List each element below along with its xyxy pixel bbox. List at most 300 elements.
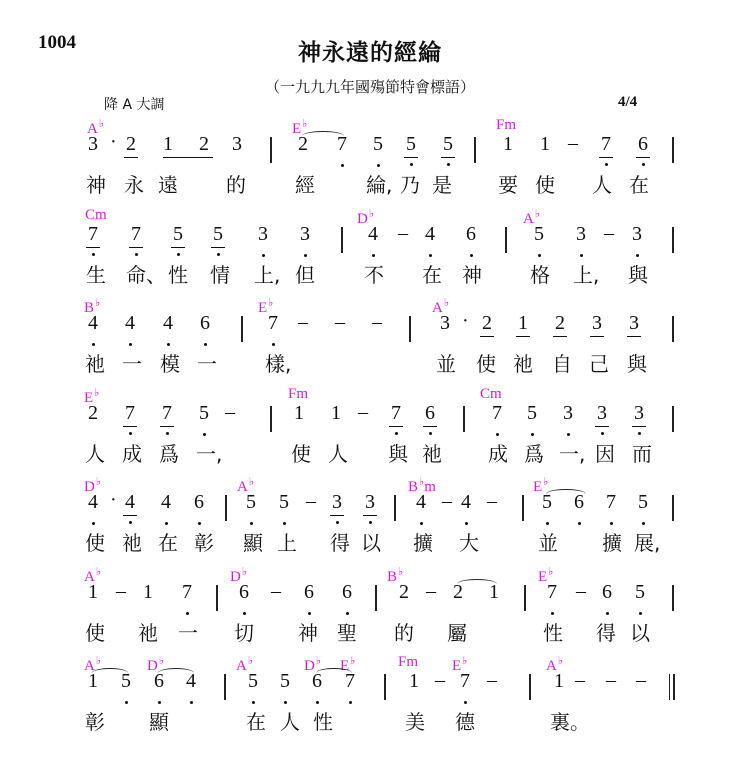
bar-line: [474, 137, 476, 163]
lyric-char: 一,: [559, 442, 586, 466]
note: 3: [561, 402, 575, 425]
note: 1: [516, 312, 530, 335]
lyric-char: 一: [178, 621, 198, 645]
augmentation-dot: ·: [110, 489, 117, 511]
note: 6: [600, 581, 614, 604]
note: 7: [343, 670, 357, 693]
bar-line: [270, 137, 272, 163]
lower-octave-dot: [465, 522, 468, 525]
lyric-char: 彰: [194, 531, 214, 555]
lower-octave-dot: [606, 612, 609, 615]
note: 7: [604, 491, 618, 514]
note: 6: [310, 670, 324, 693]
extension-dash: –: [271, 580, 281, 602]
underline-beam: [632, 426, 646, 427]
lyric-char: 因: [595, 442, 615, 466]
lyric-char: 擴: [602, 531, 622, 555]
extension-dash: –: [487, 669, 497, 691]
lower-octave-dot: [642, 522, 645, 525]
lyric-char: 乃: [400, 173, 420, 197]
lower-octave-dot: [125, 701, 128, 704]
tie-slur: [316, 668, 352, 678]
underline-beam: [124, 157, 138, 158]
lower-octave-dot: [283, 522, 286, 525]
note: 5: [636, 491, 650, 514]
extension-dash: –: [358, 401, 368, 423]
bar-line: [216, 585, 218, 611]
lower-octave-dot: [369, 521, 372, 524]
lyric-char: 神: [298, 621, 318, 645]
lyric-char: 不: [364, 263, 384, 287]
note: 7: [129, 223, 143, 246]
lower-octave-dot: [243, 612, 246, 615]
lyric-char: 與: [628, 263, 648, 287]
note: 6: [192, 491, 206, 514]
underline-beam: [404, 157, 418, 158]
chord-symbol: E♭: [533, 476, 549, 495]
lower-octave-dot: [636, 254, 639, 257]
lower-octave-dot: [129, 521, 132, 524]
augmentation-dot: ·: [110, 131, 117, 153]
note: 5: [404, 133, 418, 156]
note: 3: [574, 223, 588, 246]
bar-line: [224, 674, 226, 700]
lyric-char: 上,: [573, 263, 600, 287]
bar-line: [341, 227, 343, 253]
chord-symbol: A♭: [237, 476, 255, 495]
underline-beam: [441, 157, 455, 158]
lyric-char: 性: [313, 710, 333, 734]
lower-octave-dot: [420, 522, 423, 525]
beam: [163, 157, 213, 158]
underline-beam: [636, 157, 650, 158]
lyric-char: 己: [589, 352, 609, 376]
note: 3: [232, 133, 242, 155]
lower-octave-dot: [429, 254, 432, 257]
bar-line: [672, 585, 674, 611]
lyric-char: 得: [330, 531, 350, 555]
lyric-char: 一: [122, 352, 142, 376]
lower-octave-dot: [642, 163, 645, 166]
tie-slur: [302, 131, 344, 141]
underline-beam: [171, 247, 185, 248]
lower-octave-dot: [610, 522, 613, 525]
chord-symbol: Fm: [398, 654, 419, 670]
chord-symbol: Fm: [496, 117, 517, 133]
bar-line: [241, 316, 243, 342]
lyric-char: 使: [85, 621, 105, 645]
extension-dash: –: [568, 132, 578, 154]
chord-symbol: E♭: [84, 387, 100, 406]
lyric-char: 裏。: [550, 710, 590, 734]
chord-symbol: Cm: [480, 386, 502, 402]
lyric-char: 一: [197, 352, 217, 376]
note: 6: [464, 223, 478, 246]
note: 5: [278, 670, 292, 693]
note: 3: [298, 223, 312, 246]
extension-dash: –: [372, 311, 382, 333]
bar-line: [529, 674, 531, 700]
lyric-char: 爲: [159, 442, 179, 466]
chord-symbol: Fm: [288, 386, 309, 402]
lyric-char: 與: [388, 442, 408, 466]
lyric-char: 使: [85, 531, 105, 555]
note: 5: [211, 223, 225, 246]
note: 2: [453, 581, 463, 603]
lyric-char: 爲: [524, 442, 544, 466]
lower-octave-dot: [578, 522, 581, 525]
underline-beam: [627, 336, 641, 337]
underline-beam: [599, 157, 613, 158]
chord-symbol: E♭: [292, 118, 308, 137]
lower-octave-dot: [166, 432, 169, 435]
chord-symbol: D♭: [304, 655, 322, 674]
lyric-char: 展,: [634, 531, 661, 555]
lyric-char: 樣,: [265, 352, 292, 376]
lower-octave-dot: [638, 432, 641, 435]
note: 1: [88, 581, 98, 603]
extension-dash: –: [606, 669, 616, 691]
bar-line: [225, 495, 227, 521]
hymn-number: 1004: [38, 32, 76, 53]
chord-symbol: Cm: [85, 207, 107, 223]
note: 6: [152, 670, 166, 693]
note: 3: [440, 312, 450, 334]
note: 5: [119, 670, 133, 693]
lyric-char: 但: [295, 263, 315, 287]
lyric-char: 切: [234, 621, 254, 645]
lyric-char: 要: [498, 173, 518, 197]
underline-beam: [516, 336, 530, 337]
lyric-char: 神: [86, 173, 106, 197]
chord-symbol: E♭: [340, 655, 356, 674]
note: 7: [160, 402, 174, 425]
lyric-char: 在: [158, 531, 178, 555]
chord-symbol: D♭: [147, 655, 165, 674]
bar-line: [524, 585, 526, 611]
note: 4: [366, 223, 380, 246]
extension-dash: –: [487, 490, 497, 512]
lyric-char: 神: [462, 263, 482, 287]
note: 4: [459, 491, 473, 514]
lower-octave-dot: [177, 253, 180, 256]
bar-line: [409, 316, 411, 342]
extension-dash: –: [426, 580, 436, 602]
lower-octave-dot: [349, 701, 352, 704]
bar-line: [672, 316, 674, 342]
chord-symbol: A♭: [523, 208, 541, 227]
lyric-char: 命、: [126, 263, 166, 287]
lower-octave-dot: [372, 254, 375, 257]
augmentation-dot: ·: [462, 310, 469, 332]
lower-octave-dot: [410, 163, 413, 166]
bar-line: [505, 227, 507, 253]
lyric-char: 人: [592, 173, 612, 197]
note: 3: [630, 223, 644, 246]
lyric-char: 祂: [422, 442, 442, 466]
note: 6: [302, 581, 316, 604]
note: 3: [627, 312, 641, 335]
extension-dash: –: [335, 311, 345, 333]
final-double-bar: [669, 674, 675, 700]
lyric-char: 的: [226, 173, 246, 197]
lower-octave-dot: [167, 343, 170, 346]
note: 4: [423, 223, 437, 246]
lower-octave-dot: [284, 701, 287, 704]
lower-octave-dot: [316, 701, 319, 704]
note: 3: [632, 402, 646, 425]
bar-line: [672, 137, 674, 163]
lyric-char: 一,: [196, 442, 223, 466]
lyric-char: 情: [210, 263, 230, 287]
lyric-char: 永: [124, 173, 144, 197]
bar-line: [463, 406, 465, 432]
lower-octave-dot: [272, 343, 275, 346]
lower-octave-dot: [129, 343, 132, 346]
note: 2: [298, 133, 308, 155]
note: 1: [294, 402, 304, 424]
score-line-1: [0, 117, 740, 207]
note: 3: [363, 491, 377, 514]
note: 5: [441, 133, 455, 156]
note: 3: [256, 223, 270, 246]
lyric-char: 在: [629, 173, 649, 197]
note: 2: [553, 312, 567, 335]
lower-octave-dot: [395, 432, 398, 435]
underline-beam: [86, 247, 100, 248]
note: 1: [540, 133, 550, 155]
lyric-char: 使: [476, 352, 496, 376]
chord-symbol: A♭: [84, 655, 102, 674]
lyric-char: 顯: [149, 710, 169, 734]
note: 7: [180, 581, 194, 604]
lyric-char: 格: [530, 263, 550, 287]
lower-octave-dot: [92, 522, 95, 525]
lower-octave-dot: [531, 433, 534, 436]
chord-symbol: A♭: [87, 118, 105, 137]
lower-octave-dot: [92, 253, 95, 256]
lower-octave-dot: [129, 432, 132, 435]
score-line-7: [0, 654, 740, 744]
key-signature: 降 A 大調: [104, 97, 165, 113]
note: 1: [163, 133, 173, 155]
note: 5: [244, 491, 258, 514]
lyric-char: 與: [627, 352, 647, 376]
lyric-char: 顯: [243, 531, 263, 555]
bar-line: [672, 406, 674, 432]
lower-octave-dot: [158, 701, 161, 704]
lower-octave-dot: [464, 701, 467, 704]
lyric-char: 性: [543, 621, 563, 645]
note: 4: [184, 670, 198, 693]
extension-dash: –: [298, 311, 308, 333]
note: 5: [197, 402, 211, 425]
lyric-char: 得: [596, 621, 616, 645]
note: 5: [540, 491, 554, 514]
lower-octave-dot: [639, 612, 642, 615]
lyric-char: 上,: [254, 263, 281, 287]
note: 5: [525, 402, 539, 425]
underline-beam: [363, 515, 377, 516]
lower-octave-dot: [580, 254, 583, 257]
lyric-char: 是: [432, 173, 452, 197]
lower-octave-dot: [92, 343, 95, 346]
time-signature: 4/4: [618, 94, 638, 110]
lyric-char: 人: [328, 442, 348, 466]
chord-symbol: A♭: [84, 566, 102, 585]
note: 5: [633, 581, 647, 604]
lyric-char: 彰: [85, 710, 105, 734]
lyric-char: 大: [459, 531, 479, 555]
extension-dash: –: [575, 669, 585, 691]
lower-octave-dot: [204, 343, 207, 346]
lyric-char: 人: [280, 710, 300, 734]
bar-line: [375, 585, 377, 611]
note: 5: [532, 223, 546, 246]
lower-octave-dot: [346, 612, 349, 615]
chord-symbol: D♭: [230, 566, 248, 585]
lower-octave-dot: [252, 701, 255, 704]
note: 1: [489, 581, 499, 603]
extension-dash: –: [398, 222, 408, 244]
lower-octave-dot: [262, 254, 265, 257]
bar-line: [394, 495, 396, 521]
underline-beam: [423, 426, 437, 427]
lyric-char: 祂: [138, 621, 158, 645]
note: 7: [266, 312, 280, 335]
note: 1: [88, 670, 98, 692]
lyric-char: 在: [422, 263, 442, 287]
score-line-4: [0, 386, 740, 476]
note: 2: [124, 133, 138, 156]
note: 7: [123, 402, 137, 425]
note: 6: [237, 581, 251, 604]
hymn-subtitle: （一九九九年國殤節特會標語）: [264, 78, 475, 96]
lower-octave-dot: [538, 254, 541, 257]
lower-octave-dot: [470, 254, 473, 257]
underline-beam: [160, 426, 174, 427]
extension-dash: –: [636, 669, 646, 691]
note: 4: [86, 491, 100, 514]
note: 6: [572, 491, 586, 514]
underline-beam: [129, 247, 143, 248]
note: 3: [88, 133, 98, 155]
extension-dash: –: [306, 490, 316, 512]
underline-beam: [590, 336, 604, 337]
note: 1: [503, 133, 513, 155]
note: 4: [123, 491, 137, 514]
lyric-char: 的: [394, 621, 414, 645]
lower-octave-dot: [135, 253, 138, 256]
lyric-char: 生: [86, 263, 106, 287]
lyric-char: 屬: [447, 621, 467, 645]
bar-line: [522, 495, 524, 521]
note: 7: [599, 133, 613, 156]
bar-line: [672, 495, 674, 521]
lower-octave-dot: [190, 701, 193, 704]
note: 7: [458, 670, 472, 693]
bar-line: [384, 674, 386, 700]
note: 5: [171, 223, 185, 246]
chord-symbol: A♭: [236, 655, 254, 674]
extension-dash: –: [116, 580, 126, 602]
lower-octave-dot: [496, 433, 499, 436]
extension-dash: –: [442, 490, 452, 512]
lower-octave-dot: [341, 164, 344, 167]
note: 2: [480, 312, 494, 335]
chord-symbol: E♭: [258, 297, 274, 316]
chord-symbol: A♭: [432, 297, 450, 316]
note: 2: [199, 133, 209, 155]
lyric-char: 經: [295, 173, 315, 197]
lyric-char: 擴: [413, 531, 433, 555]
score-line-2: [0, 207, 740, 297]
lower-octave-dot: [250, 522, 253, 525]
lyric-char: 性: [168, 263, 188, 287]
extension-dash: –: [435, 669, 445, 691]
note: 1: [143, 581, 153, 603]
lyric-char: 美: [405, 710, 425, 734]
score-line-6: [0, 565, 740, 655]
lyric-char: 在: [246, 710, 266, 734]
underline-beam: [123, 515, 137, 516]
note: 3: [595, 402, 609, 425]
lower-octave-dot: [203, 433, 206, 436]
lower-octave-dot: [601, 432, 604, 435]
bar-line: [672, 227, 674, 253]
lyric-char: 使: [291, 442, 311, 466]
lyric-char: 德: [455, 710, 475, 734]
score-line-3: [0, 296, 740, 386]
chord-symbol: B♭m: [408, 476, 436, 495]
note: 5: [246, 670, 260, 693]
underline-beam: [123, 426, 137, 427]
note: 5: [371, 133, 385, 156]
lower-octave-dot: [377, 164, 380, 167]
lower-octave-dot: [429, 432, 432, 435]
chord-symbol: B♭: [387, 566, 404, 585]
note: 4: [414, 491, 428, 514]
lower-octave-dot: [304, 254, 307, 257]
lower-octave-dot: [186, 612, 189, 615]
note: 1: [331, 402, 341, 424]
underline-beam: [553, 336, 567, 337]
lyric-char: 上: [277, 531, 297, 555]
underline-beam: [480, 336, 494, 337]
note: 4: [159, 491, 173, 514]
lower-octave-dot: [217, 253, 220, 256]
note: 2: [88, 402, 98, 424]
underline-beam: [211, 247, 225, 248]
lyric-char: 祂: [85, 352, 105, 376]
lower-octave-dot: [308, 612, 311, 615]
chord-symbol: E♭: [452, 655, 468, 674]
underline-beam: [330, 515, 344, 516]
note: 7: [389, 402, 403, 425]
note: 6: [340, 581, 354, 604]
lyric-char: 使: [535, 173, 555, 197]
chord-symbol: D♭: [357, 208, 375, 227]
lyric-char: 自: [552, 352, 572, 376]
note: 6: [636, 133, 650, 156]
note: 7: [490, 402, 504, 425]
note: 3: [590, 312, 604, 335]
lyric-char: 遠: [158, 173, 178, 197]
chord-symbol: E♭: [538, 566, 554, 585]
tie-slur: [457, 579, 497, 589]
lower-octave-dot: [567, 433, 570, 436]
note: 6: [423, 402, 437, 425]
